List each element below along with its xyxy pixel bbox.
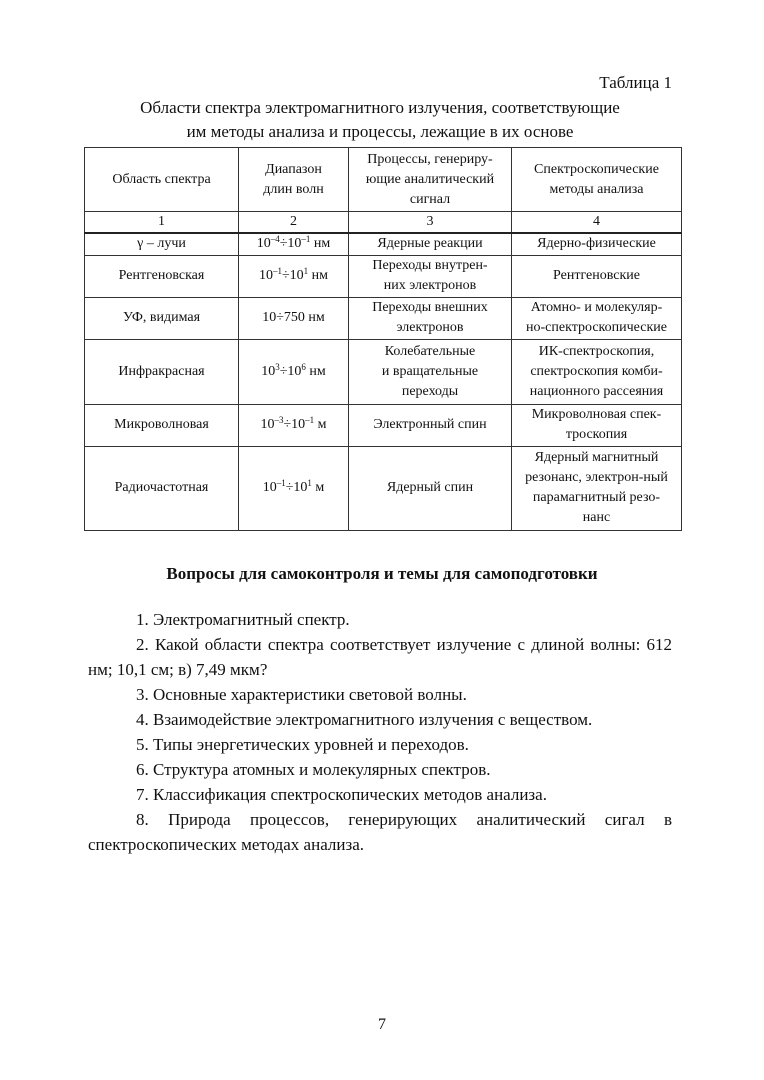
page-number: 7 — [378, 1016, 386, 1033]
cell-line: длин волн — [263, 181, 324, 197]
range-base1: 10 — [256, 236, 271, 252]
column-number-cell: 3 — [349, 212, 512, 234]
range-unit: нм — [308, 268, 329, 283]
cell-line: Ядерный спин — [386, 480, 474, 495]
column-number-cell: 4 — [512, 212, 682, 234]
cell-line: Рентгеновские — [553, 268, 640, 283]
cell-line: Ядерно-физические — [537, 236, 656, 252]
cell-line: Спектроскопические — [534, 161, 659, 177]
header-cell — [239, 148, 349, 212]
cell-line: Колебательные — [384, 343, 476, 359]
question-item: 2. Какой области спектра соответствует излучение с длиной волны: 612 нм; 10,1 см; в) 7,49 мкм? — [88, 635, 672, 679]
range-base1: 10 — [260, 417, 275, 432]
header-row — [85, 148, 682, 212]
process-cell — [349, 297, 512, 339]
wavelength-range-cell — [239, 446, 349, 530]
range-exp2: 1 — [307, 478, 312, 488]
range-sep: ÷ — [279, 363, 288, 379]
wavelength-range-cell — [239, 339, 349, 404]
cell-line: Диапазон — [265, 161, 322, 177]
range-base2: 10 — [287, 236, 302, 252]
cell-line: Атомно- и молекуляр- — [530, 300, 663, 315]
question-item: 1. Электромагнитный спектр. — [136, 610, 350, 629]
range-exp1: –4 — [270, 234, 280, 245]
question-item: 6. Структура атомных и молекулярных спектров. — [136, 760, 491, 779]
cell-line: спектроскопия комби- — [530, 363, 663, 379]
cell-line: Ядерный магнитный — [534, 450, 659, 465]
method-cell — [512, 233, 682, 255]
question-item: 5. Типы энергетических уровней и переходов. — [136, 735, 469, 754]
cell-line: но-спектроскопические — [526, 320, 667, 335]
table-label: Таблица 1 — [599, 73, 672, 92]
column-number-row — [85, 212, 682, 234]
process-cell — [349, 339, 512, 404]
cell-line: переходы — [401, 383, 459, 399]
table-row — [85, 233, 682, 255]
range-exp1: 3 — [275, 361, 280, 372]
header-cell — [85, 148, 239, 212]
spectrum-table — [84, 147, 682, 531]
region-cell: Рентгеновская — [85, 255, 239, 297]
cell-line: Микроволновая спек- — [531, 407, 662, 422]
range-exp2: –1 — [305, 415, 315, 425]
range-base1: 10 — [261, 363, 276, 379]
questions-list — [88, 607, 672, 857]
cell-line: резонанс, электрон-ный — [525, 470, 668, 485]
cell-line: и вращательные — [381, 363, 479, 379]
cell-line: Электронный спин — [373, 417, 487, 432]
method-cell — [512, 339, 682, 404]
range-sep: ÷ — [281, 268, 290, 283]
cell-line: Переходы внешних — [372, 300, 488, 315]
region-cell: УФ, видимая — [85, 297, 239, 339]
cell-line: Переходы внутрен- — [372, 258, 488, 273]
wavelength-range-cell — [239, 233, 349, 255]
table-body — [85, 148, 682, 531]
process-cell — [349, 233, 512, 255]
range-sep: ÷ — [283, 417, 292, 432]
wavelength-range-cell: 10÷750 нм — [239, 297, 349, 339]
range-exp2: –1 — [301, 234, 311, 245]
column-number-cell: 1 — [85, 212, 239, 234]
cell-line: национного рассеяния — [529, 383, 664, 399]
range-unit: м — [311, 480, 325, 495]
region-cell: Радиочастотная — [85, 446, 239, 530]
question-item: 8. Природа процессов, генерирующих аналитический сигал в спектроскопических методах анализа. — [88, 810, 672, 854]
range-unit: м — [314, 417, 327, 432]
range-exp2: 6 — [301, 361, 306, 372]
range-unit: нм — [310, 236, 331, 252]
cell-line: методы анализа — [549, 181, 644, 197]
wavelength-range-cell — [239, 404, 349, 446]
cell-line: нанс — [582, 510, 611, 525]
caption-line: им методы анализа и процессы, лежащие в их основе — [186, 122, 574, 141]
region-cell: Микроволновая — [85, 404, 239, 446]
cell-line: электронов — [396, 320, 464, 335]
method-cell — [512, 404, 682, 446]
range-base2: 10 — [287, 363, 302, 379]
range-base1: 10 — [258, 268, 273, 283]
column-number-cell: 2 — [239, 212, 349, 234]
method-cell — [512, 297, 682, 339]
process-cell — [349, 255, 512, 297]
question-item: 4. Взаимодействие электромагнитного излучения с веществом. — [136, 710, 593, 729]
range-sep: ÷ — [285, 480, 294, 495]
region-cell: γ – лучи — [85, 233, 239, 255]
wavelength-range-cell — [239, 255, 349, 297]
range-base2: 10 — [289, 268, 304, 283]
cell-line: Процессы, генериру- — [367, 151, 493, 167]
table-row — [85, 297, 682, 339]
cell-line: парамагнитный резо- — [532, 490, 661, 505]
section-title: Вопросы для самоконтроля и темы для самоподготовки — [166, 564, 598, 583]
process-cell — [349, 446, 512, 530]
cell-line: Область спектра — [112, 171, 211, 187]
region-cell: Инфракрасная — [85, 339, 239, 404]
cell-line: сигнал — [409, 191, 451, 207]
question-item: 7. Классификация спектроскопических методов анализа. — [136, 785, 547, 804]
cell-line: них электронов — [383, 278, 477, 293]
question-item: 3. Основные характеристики световой волны. — [136, 685, 467, 704]
range-base1: 10 — [262, 480, 277, 495]
header-cell — [349, 148, 512, 212]
cell-line: Ядерные реакции — [377, 236, 483, 252]
range-sep: ÷ — [279, 236, 288, 252]
table-row — [85, 404, 682, 446]
cell-line: ИК-спектроскопия, — [538, 343, 655, 359]
table-caption — [80, 96, 680, 144]
method-cell — [512, 446, 682, 530]
cell-line: троскопия — [565, 427, 628, 442]
range-exp1: –1 — [276, 478, 286, 488]
table-row — [85, 255, 682, 297]
range-exp1: –1 — [272, 266, 282, 276]
range-exp1: –3 — [274, 415, 284, 425]
process-cell — [349, 404, 512, 446]
table-row — [85, 446, 682, 530]
method-cell — [512, 255, 682, 297]
range-base2: 10 — [293, 480, 308, 495]
range-base2: 10 — [291, 417, 306, 432]
cell-line: ющие аналитический — [365, 171, 495, 187]
header-cell — [512, 148, 682, 212]
table-row — [85, 339, 682, 404]
caption-line: Области спектра электромагнитного излучения, соответствующие — [140, 98, 620, 117]
range-unit: нм — [305, 363, 326, 379]
range-exp2: 1 — [303, 266, 309, 276]
